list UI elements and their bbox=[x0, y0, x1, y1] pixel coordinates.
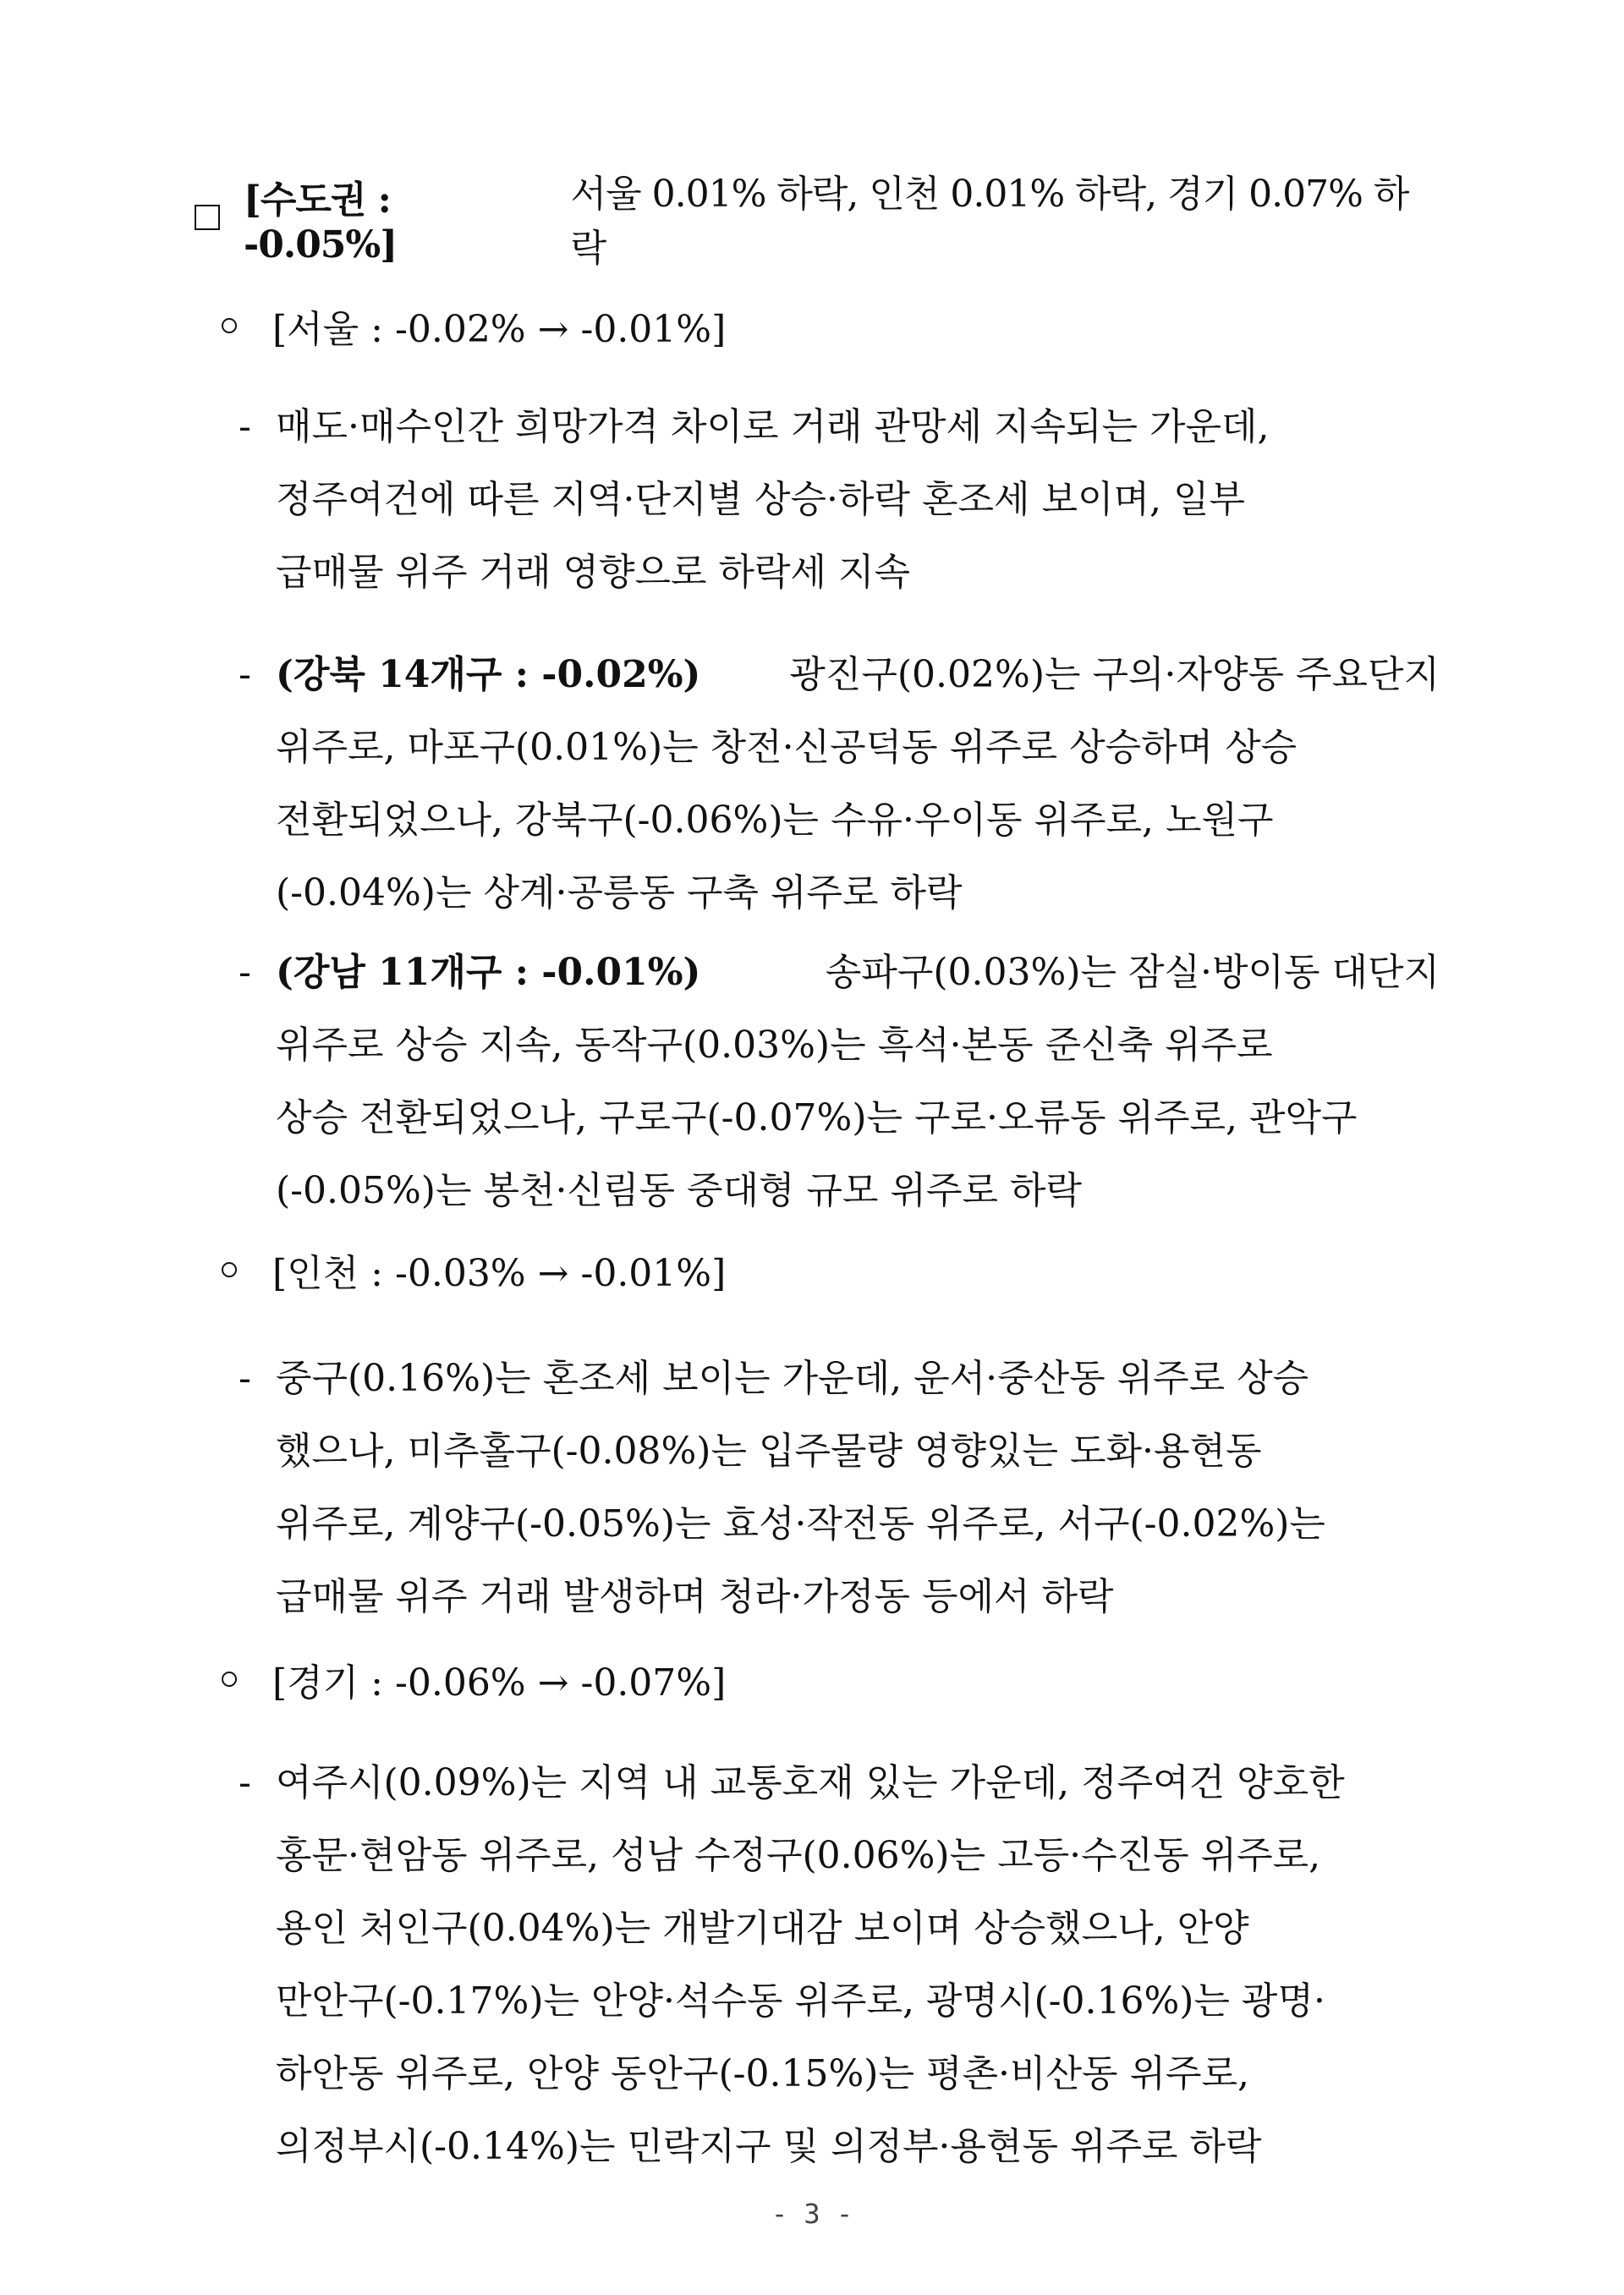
subheading-seoul-title: [서울 : -0.02% → -0.01%] bbox=[272, 308, 727, 351]
paragraph-gangnam bbox=[239, 936, 1440, 1227]
paragraph-gangbuk bbox=[239, 639, 1440, 930]
text-line bbox=[276, 639, 1440, 711]
line-text: 하안동 위주로, 안양 동안구(-0.15%)는 평촌·비산동 위주로, bbox=[276, 2052, 1249, 2095]
line-text: 했으나, 미추홀구(-0.08%)는 입주물량 영향있는 도화·용현동 bbox=[276, 1430, 1262, 1473]
circle-bullet-icon bbox=[222, 318, 237, 333]
section-heading-capital-region bbox=[195, 173, 1438, 270]
text-line bbox=[276, 1155, 1440, 1227]
text-line bbox=[276, 1747, 1440, 1820]
text-line bbox=[276, 1561, 1440, 1633]
text-line bbox=[276, 1892, 1440, 1965]
text-line bbox=[276, 1965, 1440, 2038]
text-line bbox=[276, 857, 1440, 930]
line-text: 정주여건에 따른 지역·단지별 상승·하락 혼조세 보이며, 일부 bbox=[276, 478, 1245, 521]
line-text: 의정부시(-0.14%)는 민락지구 및 의정부·용현동 위주로 하락 bbox=[276, 2125, 1262, 2168]
line-text: 홍문·현암동 위주로, 성남 수정구(0.06%)는 고등·수진동 위주로, bbox=[276, 1834, 1321, 1877]
dash-marker: - bbox=[239, 405, 251, 448]
line-text: 위주로 상승 지속, 동작구(0.03%)는 흑석·본동 준신축 위주로 bbox=[276, 1024, 1273, 1067]
dash-marker: - bbox=[239, 1761, 251, 1804]
text-line bbox=[276, 391, 1440, 464]
text-line bbox=[276, 784, 1440, 857]
line-text: (-0.04%)는 상계·공릉동 구축 위주로 하락 bbox=[276, 871, 963, 914]
paragraph-gyeonggi bbox=[239, 1747, 1440, 2183]
checkbox-square-icon bbox=[195, 205, 220, 230]
line-text: 여주시(0.09%)는 지역 내 교통호재 있는 가운데, 정주여건 양호한 bbox=[276, 1761, 1345, 1804]
subheading-gyeonggi bbox=[222, 1650, 726, 1709]
text-line bbox=[276, 1415, 1440, 1488]
line-text: 급매물 위주 거래 발생하며 청라·가정동 등에서 하락 bbox=[276, 1575, 1114, 1618]
text-line bbox=[276, 711, 1440, 784]
text-line bbox=[276, 1009, 1440, 1082]
line-text: 매도·매수인간 희망가격 차이로 거래 관망세 지속되는 가운데, bbox=[276, 405, 1270, 448]
line-text: 용인 처인구(0.04%)는 개발기대감 보이며 상승했으나, 안양 bbox=[276, 1907, 1249, 1950]
text-line bbox=[276, 1488, 1440, 1561]
line-text: 송파구(0.03%)는 잠실·방이동 대단지 bbox=[825, 951, 1440, 994]
circle-bullet-icon bbox=[222, 1262, 237, 1277]
text-line bbox=[276, 1342, 1440, 1415]
text-line bbox=[276, 464, 1440, 536]
gangnam-label: (강남 11개구 : -0.01%) bbox=[276, 951, 701, 994]
line-text: 급매물 위주 거래 영향으로 하락세 지속 bbox=[276, 551, 910, 594]
subheading-incheon-title: [인천 : -0.03% → -0.01%] bbox=[272, 1252, 727, 1295]
text-line bbox=[276, 2111, 1440, 2183]
line-text: 전환되었으나, 강북구(-0.06%)는 수유·우이동 위주로, 노원구 bbox=[276, 799, 1274, 842]
line-text: 만안구(-0.17%)는 안양·석수동 위주로, 광명시(-0.16%)는 광명· bbox=[276, 1979, 1325, 2023]
line-text: 광진구(0.02%)는 구의·자양동 주요단지 bbox=[789, 653, 1440, 696]
page-number: - 3 - bbox=[771, 2198, 853, 2230]
line-text: 상승 전환되었으나, 구로구(-0.07%)는 구로·오류동 위주로, 관악구 bbox=[276, 1096, 1358, 1139]
text-line bbox=[276, 2038, 1440, 2111]
text-line bbox=[276, 936, 1440, 1009]
heading-label: [수도권 : -0.05%] bbox=[244, 178, 398, 266]
gangbuk-label: (강북 14개구 : -0.02%) bbox=[276, 653, 701, 696]
dash-marker: - bbox=[239, 1357, 251, 1400]
subheading-seoul bbox=[222, 296, 726, 355]
paragraph-incheon bbox=[239, 1342, 1440, 1633]
dash-marker: - bbox=[239, 951, 251, 994]
line-text: (-0.05%)는 봉천·신림동 중대형 규모 위주로 하락 bbox=[276, 1169, 1082, 1212]
dash-marker: - bbox=[239, 653, 251, 696]
line-text: 위주로, 마포구(0.01%)는 창전·신공덕동 위주로 상승하며 상승 bbox=[276, 726, 1298, 769]
text-line bbox=[276, 1820, 1440, 1892]
subheading-gyeonggi-title: [경기 : -0.06% → -0.07%] bbox=[272, 1661, 727, 1705]
circle-bullet-icon bbox=[222, 1672, 237, 1687]
paragraph-seoul-overview bbox=[239, 391, 1440, 609]
line-text: 중구(0.16%)는 혼조세 보이는 가운데, 운서·중산동 위주로 상승 bbox=[276, 1357, 1309, 1400]
text-line bbox=[276, 1082, 1440, 1155]
heading-summary: 서울 0.01% 하락, 인천 0.01% 하락, 경기 0.07% 하락 bbox=[570, 173, 1409, 270]
subheading-incheon bbox=[222, 1240, 726, 1299]
text-line bbox=[276, 536, 1440, 609]
line-text: 위주로, 계양구(-0.05%)는 효성·작전동 위주로, 서구(-0.02%)는 bbox=[276, 1502, 1325, 1546]
